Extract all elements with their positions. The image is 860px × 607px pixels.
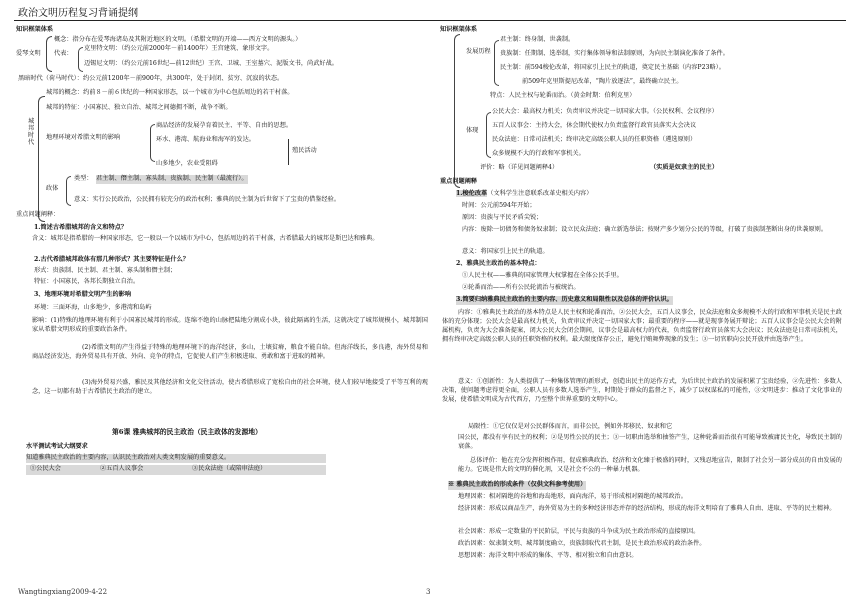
footer-author: Wangtingxiang2009-4-22: [18, 588, 108, 596]
requirement-item-2: ②五百人议事会: [100, 465, 144, 472]
left-column: [16, 26, 431, 596]
environment-effect-1: 商品经济的发展孕育着民主、平等、自由的思想。: [156, 122, 293, 129]
development-democracy: 民主制：前594梭伦改革，将国家引上民主的轨道，奠定民主基础（内容P23略）。: [500, 64, 725, 71]
answer-3-environment: 环境：三面环海，山多地少，多港湾和岛屿: [34, 304, 152, 311]
polity-label: 政体: [46, 185, 59, 192]
framework-brace: [454, 34, 460, 188]
aegean-label: 爱琴文明: [16, 50, 41, 57]
formation-geography: 地理因素：相对隔绝的谷地和海岛地形，面向海洋，易于形成相对隔绝的城邦政治。: [458, 493, 687, 500]
answer-1: 含义：城邦是指希腊的一种国家形态，它一般以一个以城市为中心，包括周边的若干村落，古希腊最大的城邦是斯巴达和雅典。: [32, 235, 379, 242]
city-state-feature: 城邦的特征：小国寡民、独立自治、城邦之间德拥不断，战争不断。: [46, 104, 232, 111]
environment-brace: [150, 124, 155, 162]
lesson-title: 第6课 雅典城邦的民主政治（民主政体的发源地）: [112, 428, 262, 436]
formation-conditions-title: ※ 雅典民主政治的形成条件（仅供文科参考使用）: [448, 481, 587, 488]
solon-cause: 原因：贵族与平民矛盾尖锐；: [462, 214, 543, 221]
solon-reform-note: （文科学生注意联系改革史相关内容）: [487, 190, 593, 197]
right-key-questions-title: 重点问题阐释: [440, 178, 478, 185]
development-brace: [494, 40, 499, 86]
left-key-questions-title: 重点问题阐释：: [16, 211, 60, 218]
crete-text: 克里特文明：（约公元前2000年－前1400年）王宫建筑、象形文字。: [84, 45, 274, 52]
court-text: 民众法庭：日常司法机关；终审决定高级公职人员的任职资格（遴选原则）: [492, 136, 697, 143]
page-header-title: 政治文明历程复习背诵提纲: [18, 8, 138, 19]
feature-sovereignty: ①人民主权——雅典的国家管理大权掌握在全体公民手里。: [462, 272, 623, 279]
city-state-era-label: 城邦时代: [28, 118, 35, 147]
feature-rotation: ②轮番而治——所有公民轮流治与被统治。: [462, 284, 580, 291]
development-aristocracy: 贵族制：任期制、选举制，实行集体领导和法制原则，为向民主制演化准备了条件。: [500, 50, 729, 57]
aegean-concept: 概念：指分布在爱琴海诸岛及其附近地区的文明。（希腊文明的开端——西方文明的源头。）: [54, 36, 302, 43]
rep-brace: [78, 47, 83, 72]
assembly-text: 公民大会：最高权力机关；负责审议并决定一切国家大事。（公民权利、会议程序）: [492, 108, 718, 115]
requirements-title: 水平测试考试大纲要求: [26, 443, 88, 450]
embodiment-brace: [486, 112, 491, 158]
requirements-items-bar: [26, 465, 326, 475]
summary-question-title: 3.简要归纳雅典民主政治的主要内容、历史意义和局限性以及总体的评价认识。: [456, 296, 673, 303]
city-state-brace: [38, 96, 45, 222]
answer-3-influence-2: (2)希腊文明的产生得益于特殊的地理环境下的海洋经济，多山，土壤贫瘠，粮食不能自给。但海洋线长，多良港，海外贸易和商品经济发达，海外贸易具有开放、外向、竞争的特点，它促使人们产生积极进取、勇敢和富于进取的精神。: [32, 344, 428, 360]
polity-types: 君主制、僭主制、寡头制、贵族制、民主制（最流行）。: [96, 175, 248, 182]
question-1: 1.简述古希腊城邦的含义和特点？: [34, 224, 128, 231]
formation-social: 社会因素：形成一定数量的平民阶层，平民与贵族的斗争成为民主政治形成的直接原因。: [458, 528, 700, 535]
city-state-meaning: 城邦的概念：约前８－前６世纪的一种国家形态，以一个城市为中心包括周边的若干村落。: [46, 89, 294, 96]
dark-age-text: 黑暗时代（荷马时代）：约公元前1200年－前900年，共300年，处于封闭、贫穷、沉寂的状态。: [18, 75, 284, 82]
requirement-item-3: ③民众法庭（或陪审法庭）: [192, 465, 267, 472]
left-section-title: 知识框架体系: [16, 26, 54, 33]
colony-activity: 殖民活动: [292, 147, 317, 154]
answer-2-features: 特征：小国寡民，各邦长期独立自治。: [34, 278, 140, 285]
formation-economy: 经济因素：形成以商品生产，海外贸易为主的多种经济形态并存的经济结构，形成的海洋文明培育了雅典人自由、进取、平等的民主精神。: [458, 505, 836, 512]
question-3: 3、地理环境对希腊文明产生的影响: [34, 291, 132, 298]
solon-meaning: 意义：将国家引上民主的轨道。: [462, 248, 549, 255]
basic-features-title: 2、雅典民主政治的基本特点：: [456, 260, 541, 267]
embodiment-label: 体现: [466, 127, 479, 134]
requirements-text: 知道雅典民主政治的主要内容，认识民主政治对人类文明发展的重要意义。: [26, 454, 326, 463]
colony-connector: [288, 139, 289, 165]
summary-meaning: 意义：①创新性：为人类提供了一种集体管理的新形式，创造出民主的运作方式，为后世民主政治的发展积累了宝贵经验，②先进性：多数人决策，使问题考虑得更全面，公职人员有多数人选举产生，时期处于群众的监督之下，减少了以权谋私的可能性，③文明进步：推动了文化事业的发展，使希腊文明成为古代西方，乃至整个世界重要的文明中心。: [442, 378, 842, 403]
polity-significance: 意义：实行公民政治，公民拥有较充分的政治权利；雅典的民主制为后世留下了宝贵的借鉴经验。: [74, 196, 341, 203]
header-divider: [14, 20, 846, 21]
polity-brace: [66, 176, 71, 206]
answer-3-influence-1: 影响：(1)特殊的地理环境有利于小国寡民城邦的形成。连绵不绝的山脉把陆地分割成小块，彼此隔离的生活，这就决定了城邦规模小，城邦制国家从希腊文明形成的重要政治条件。: [32, 317, 428, 333]
right-section-title: 知识框架体系: [440, 26, 478, 33]
environment-effect-3: 山多地少，农业受阻碍: [156, 160, 218, 167]
development-cleisthenes: 前509年克里斯提尼改革，“陶片放逐法”，最终确立民主。: [522, 78, 683, 85]
evaluation-note: （实质是奴隶主的民主）: [650, 164, 719, 171]
mycenae-text: 迈锡尼文明：（约公元前16世纪—前12世纪）王宫、卫城、王室墓穴、泥版文书，尚武好战。: [84, 60, 338, 67]
aegean-rep-label: 代表：: [54, 50, 73, 57]
democracy-features: 特点：人民主权与轮番而治。（黄金时期：伯利克里）: [490, 92, 636, 99]
limitation-line-2: 国公民，都没有享有民主的权利；②是男性公民的民主；③一切职由选举和抽签产生，这种轮番而治很有可能导致被庸民主化，导致民主制的衰落。: [458, 434, 842, 450]
solon-content: 内容：废除一切债务和债务奴隶制；设立民众法庭；确立新选举法；按财产多少划分公民的等级，打破了贵族制垄断出身的世袭原则。: [462, 226, 828, 233]
requirement-item-1: ①公民大会: [30, 465, 61, 472]
summary-content: 内容：①雅典民主政治的基本特点是人民主权和轮番而治，②公民大会，五百人议事会，民众法庭和众多规模不大的行政和军事机关是民主政体的充分体现；公民大会是最高权力机关，负责审议并决定一切国家大事；最重要的程序——就是现事务展开辩论；五百人议事会是公民大会的附属机构，负责为大会准备提案，闭大公民大会闭会期间，议事会是最高权力的代表，负责监督行政官员落实大会决议；民众法庭是日常司法机关，拥有终审决定高级公职人员的任职资格的权利。最大限度保存公正，避免行贿舞弊现象的发生；③一切官职向公民开放并由选举产生。: [442, 309, 842, 343]
right-column: [440, 26, 846, 596]
solon-time: 时间：公元前594年开始；: [462, 202, 536, 209]
solon-reform-title: 1.梭伦改革: [456, 190, 488, 197]
evaluation-text: 评价：略（详见问题阐释4）: [480, 164, 559, 171]
environment-effect-2: 环水、港湾、航海业和海军的发达。: [156, 136, 255, 143]
development-monarchy: 君主制：终身制、世袭制。: [500, 36, 575, 43]
formation-thought: 思想因素：海洋文明中形成的集体、平等、相对独立和自由意识。: [458, 552, 638, 559]
answer-2-forms: 形式：贵族制、民主制、君主制、寡头制和僭主制；: [34, 267, 177, 274]
limitation-line-1: 局限性：①它仅仅是对公民群体而言，而非公民，例如外邦移民、奴隶和它: [468, 423, 673, 430]
footer-page-number: 3: [426, 588, 431, 596]
environment-label: 地理环境对希腊文明的影响: [46, 134, 121, 141]
polity-types-label: 类型：: [74, 175, 93, 182]
answer-3-influence-3: (3)海外贸易兴盛，雅民及其他经济和文化交往活动，使古希腊形成了宽松自由的社会环境，使人们较早地接受了平等互利的观念，这一切都有助于古希腊民主政治的建立。: [32, 379, 428, 395]
overall-evaluation: 总体评价：他在充分发挥积极作用，促成雅典政治、经济和文化臻于极盛的同时，又残忍地宣告，限制了社会另一部分成员的自由发展的能力。它既是伟大的文明的催化剂，又是社会不公的一种暴力机器。: [458, 457, 842, 473]
question-2: 2.古代希腊城邦政体有那几种形式？其主要特征是什么？: [34, 256, 189, 263]
admin-text: 众多规模不大的行政和军事机关。: [492, 150, 585, 157]
aegean-brace: [46, 36, 52, 72]
development-label: 发展历程: [466, 48, 491, 55]
council-text: 五百人议事会：主持大会，休会期代使权力负责监督行政官员落实大会决议: [492, 122, 697, 129]
formation-politics: 政治因素：奴隶制文明、城邦制度确立，贵族制取代君主制，是民主政治形成的政治条件。: [458, 540, 706, 547]
